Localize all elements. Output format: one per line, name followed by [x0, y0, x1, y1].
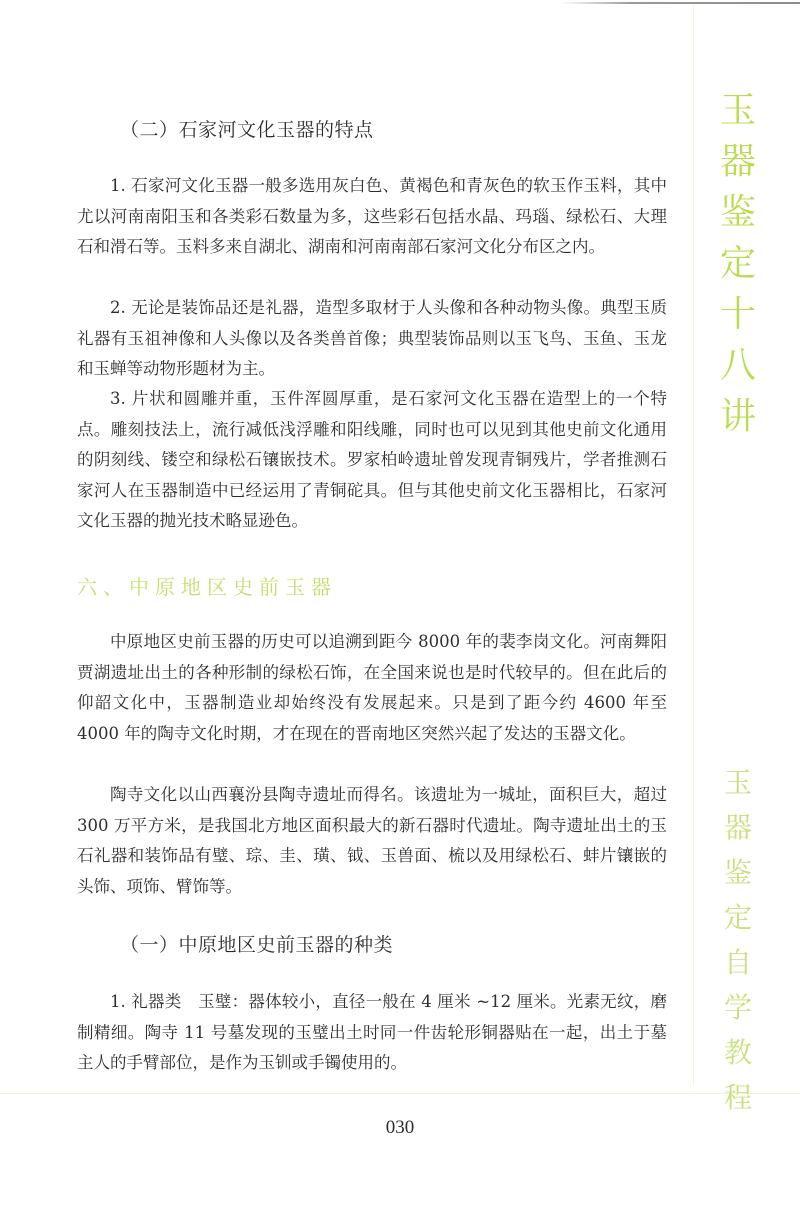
- sidebar-series-title-char: 学: [723, 991, 752, 1024]
- scan-edge-line: [560, 2, 800, 4]
- sidebar-series-title-char: 程: [723, 1081, 752, 1114]
- sidebar-book-title-char: 十: [719, 294, 756, 335]
- sidebar-series-title-char: 鉴: [723, 856, 752, 889]
- paragraph: 1. 石家河文化玉器一般多选用灰白色、黄褐色和青灰色的软玉作玉料，其中尤以河南南阳玉和各类彩石数量为多，这些彩石包括水晶、玛瑙、绿松石、大理石和滑石等。玉料多来自湖北、湖南和河南南部石家河文化分布区之内。: [77, 176, 667, 256]
- sidebar-divider: [693, 6, 694, 1086]
- paragraph: 3. 片状和圆雕并重，玉件浑圆厚重，是石家河文化玉器在造型上的一个特点。雕刻技法上，流行减低浅浮雕和阳线雕，同时也可以见到其他史前文化通用的阴刻线、镂空和绿松石镶嵌技术。罗家柏岭遗址曾发现青铜残片，学者推测石家河人在玉器制造中已经运用了青铜砣具。但与其他史前文化玉器相比，石家河文化玉器的抛光技术略显逊色。: [77, 389, 667, 530]
- sidebar-series-title-char: 教: [723, 1036, 752, 1069]
- subsection-heading: （一）中原地区史前玉器的种类: [120, 934, 394, 956]
- sidebar-book-title-char: 玉: [719, 90, 756, 131]
- section-heading: 六、中原地区史前玉器: [77, 575, 337, 599]
- footer-divider: [0, 1093, 800, 1094]
- sidebar-book-title-char: 器: [719, 141, 756, 182]
- sidebar-series-title-char: 定: [723, 901, 752, 934]
- paragraph: 2. 无论是装饰品还是礼器，造型多取材于人头像和各种动物头像。典型玉质礼器有玉祖神像和人头像以及各类兽首像；典型装饰品则以玉飞鸟、玉鱼、玉龙和玉蝉等动物形题材为主。: [77, 298, 667, 378]
- sidebar-book-title-char: 定: [719, 243, 756, 284]
- sidebar-series-title-char: 自: [723, 946, 752, 979]
- paragraph: 中原地区史前玉器的历史可以追溯到距今 8000 年的裴李岗文化。河南舞阳贾湖遗址出土的各种形制的绿松石饰，在全国来说也是时代较早的。但在此后的仰韶文化中，玉器制造业却始终没有发展起来。只是到了距今约 4600 年至 4000 年的陶寺文化时期，才在现在的晋南地区突然兴起了发达的玉器文化。: [77, 632, 667, 743]
- page-number: 030: [385, 1117, 415, 1138]
- subsection-heading: （二）石家河文化玉器的特点: [120, 119, 374, 141]
- sidebar-series-title-char: 器: [723, 811, 752, 844]
- sidebar-series-title: [718, 760, 758, 1120]
- paragraph: 1. 礼器类 玉璧：器体较小，直径一般在 4 厘米 ~12 厘米。光素无纹，磨制精细。陶寺 11 号墓发现的玉璧出土时同一件齿轮形铜器贴在一起，出土于墓主人的手臂部位，是作为玉钏或手镯使用的。: [77, 992, 667, 1072]
- paragraph: 陶寺文化以山西襄汾县陶寺遗址而得名。该遗址为一城址，面积巨大，超过 300 万平方米，是我国北方地区面积最大的新石器时代遗址。陶寺遗址出土的玉石礼器和装饰品有璧、琮、圭、璜、钺、玉兽面、梳以及用绿松石、蚌片镶嵌的头饰、项饰、臂饰等。: [77, 785, 667, 896]
- sidebar-book-title: [713, 85, 763, 442]
- sidebar-book-title-char: 八: [719, 345, 756, 386]
- sidebar-series-title-char: 玉: [723, 766, 752, 799]
- sidebar-book-title-char: 讲: [719, 396, 756, 437]
- sidebar-book-title-char: 鉴: [719, 192, 756, 233]
